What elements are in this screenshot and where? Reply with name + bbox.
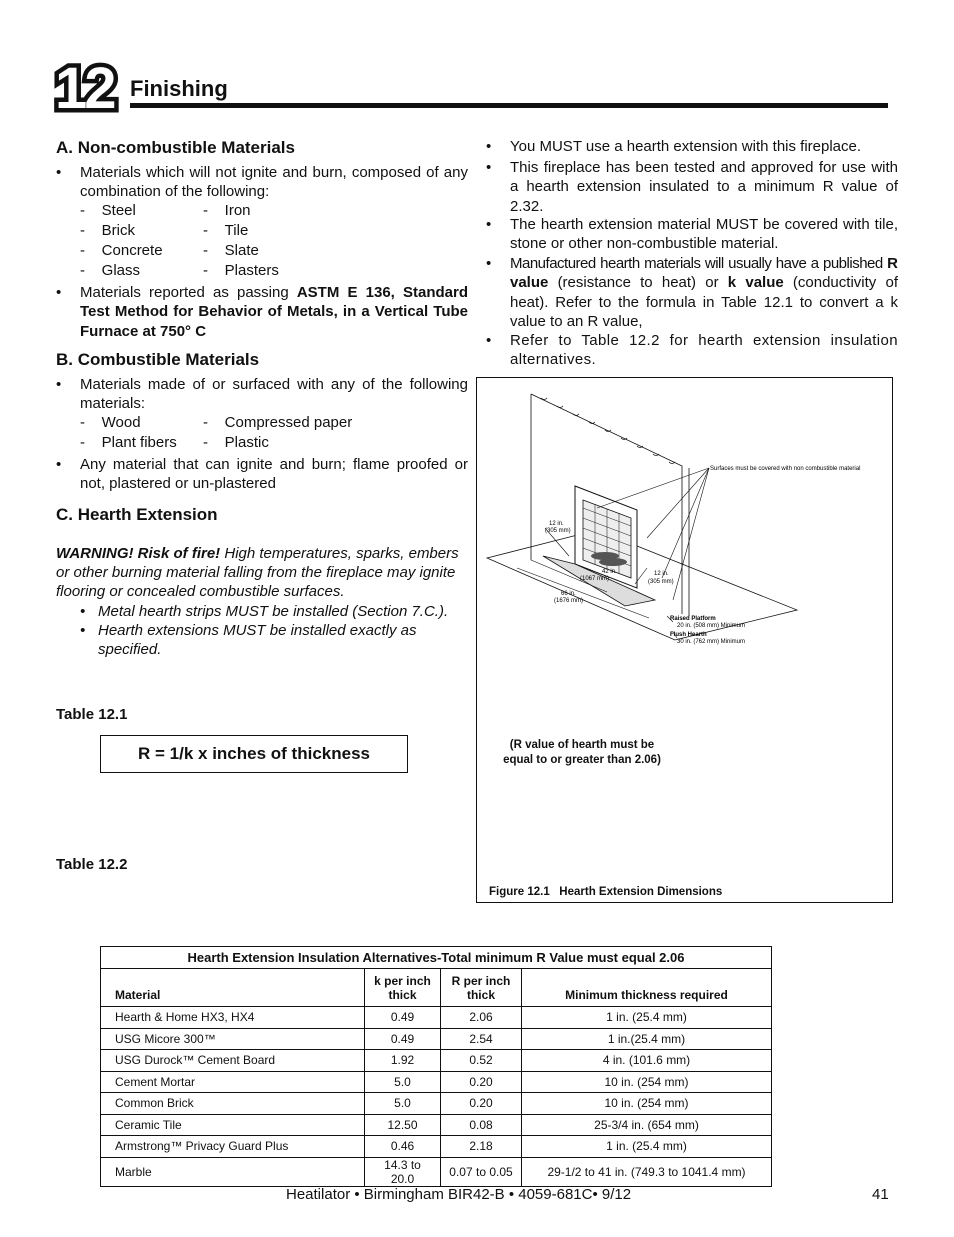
- material-cell: Marble: [101, 1157, 365, 1186]
- figure-12-1: [476, 377, 893, 903]
- thickness-cell: 1 in.(25.4 mm): [522, 1028, 772, 1050]
- k-cell: 0.49: [365, 1007, 441, 1029]
- header-rule: [130, 103, 888, 108]
- section-b-list-left: - Wood - Plant fibers: [80, 414, 177, 451]
- formula-box: [100, 735, 408, 773]
- r-cell: 0.08: [441, 1114, 522, 1136]
- insulation-table-caption: Hearth Extension Insulation Alternatives-Total minimum R Value must equal 2.06: [101, 947, 772, 969]
- k-cell: 0.46: [365, 1136, 441, 1158]
- r-cell: 2.18: [441, 1136, 522, 1158]
- section-b-list-right: - Compressed paper - Plastic: [203, 414, 353, 451]
- chapter-title: Finishing: [130, 76, 228, 101]
- dim-42-mm: (1067 mm): [580, 576, 610, 582]
- section-a-list-left: - Steel - Brick - Concrete - Glass: [80, 202, 163, 279]
- thickness-cell: 1 in. (25.4 mm): [522, 1007, 772, 1029]
- table-row: [101, 1114, 772, 1136]
- dim-12-right-mm: (305 mm): [648, 579, 674, 585]
- k-cell: 14.3 to 20.0: [365, 1157, 441, 1186]
- thickness-cell: 29-1/2 to 41 in. (749.3 to 1041.4 mm): [522, 1157, 772, 1186]
- table-12-1-label: Table 12.1: [56, 706, 128, 723]
- dim-12-left-mm: (305 mm): [545, 528, 571, 534]
- dim-66-mm: (1676 mm): [554, 598, 584, 604]
- table-row: [101, 1071, 772, 1093]
- k-cell: 5.0: [365, 1071, 441, 1093]
- material-cell: Ceramic Tile: [101, 1114, 365, 1136]
- hearth-diagram: [477, 378, 892, 902]
- insulation-table: [100, 946, 772, 1187]
- flush-hearth-dim: 30 in. (762 mm) Minimum: [677, 639, 746, 645]
- material-cell: USG Micore 300™: [101, 1028, 365, 1050]
- thickness-cell: 25-3/4 in. (654 mm): [522, 1114, 772, 1136]
- material-cell: USG Durock™ Cement Board: [101, 1050, 365, 1072]
- k-cell: 1.92: [365, 1050, 441, 1072]
- dim-12-right: 12 in.: [654, 571, 669, 577]
- floor-outline: [487, 530, 797, 640]
- section-a-list-right: - Iron - Tile - Slate - Plasters: [203, 202, 279, 279]
- thickness-cell: 10 in. (254 mm): [522, 1093, 772, 1115]
- table-12-2-label: Table 12.2: [56, 856, 128, 873]
- figure-caption: Figure 12.1 Hearth Extension Dimensions: [489, 886, 723, 898]
- k-cell: 5.0: [365, 1093, 441, 1115]
- chapter-number: 12: [55, 56, 114, 121]
- r-cell: 2.06: [441, 1007, 522, 1029]
- material-cell: Common Brick: [101, 1093, 365, 1115]
- table-row: [101, 1050, 772, 1072]
- header-k: k per inch thick: [365, 969, 441, 1007]
- footer-text: Heatilator • Birmingham BIR42-B • 4059-681C• 9/12: [286, 1186, 632, 1203]
- material-cell: Cement Mortar: [101, 1071, 365, 1093]
- material-cell: Armstrong™ Privacy Guard Plus: [101, 1136, 365, 1158]
- fire-warning: WARNING! Risk of fire! High temperatures, sparks, embers or other burning material falling from the fireplace may ignite flooring or concealed combustible surfaces.: [56, 545, 459, 600]
- thickness-cell: 1 in. (25.4 mm): [522, 1136, 772, 1158]
- table-row: [101, 1028, 772, 1050]
- k-cell: 12.50: [365, 1114, 441, 1136]
- section-a-heading: A. Non-combustible Materials: [56, 138, 295, 157]
- header-r: R per inch thick: [441, 969, 522, 1007]
- header-material: Material: [101, 969, 365, 1007]
- k-cell: 0.49: [365, 1028, 441, 1050]
- formula-text: R = 1/k x inches of thickness: [138, 744, 370, 763]
- table-row: [101, 1093, 772, 1115]
- thickness-cell: 10 in. (254 mm): [522, 1071, 772, 1093]
- material-cell: Hearth & Home HX3, HX4: [101, 1007, 365, 1029]
- section-b-heading: B. Combustible Materials: [56, 350, 260, 369]
- r-cell: 2.54: [441, 1028, 522, 1050]
- r-cell: 0.52: [441, 1050, 522, 1072]
- r-cell: 0.07 to 0.05: [441, 1157, 522, 1186]
- page-number: 41: [872, 1186, 889, 1203]
- warning-bullets: • Metal hearth strips MUST be installed (Section 7.C.). • Hearth extensions MUST be installed exactly as specified.: [80, 603, 449, 658]
- dim-12-left: 12 in.: [549, 521, 564, 527]
- table-row: [101, 1136, 772, 1158]
- header-thickness: Minimum thickness required: [522, 969, 772, 1007]
- r-cell: 0.20: [441, 1093, 522, 1115]
- flush-hearth-label: Flush Hearth: [670, 632, 707, 638]
- r-cell: 0.20: [441, 1071, 522, 1093]
- thickness-cell: 4 in. (101.6 mm): [522, 1050, 772, 1072]
- surfaces-label: Surfaces must be covered with non combustible material: [710, 466, 861, 472]
- raised-platform-label: Raised Platform: [670, 616, 716, 622]
- section-c-heading: C. Hearth Extension: [56, 505, 218, 524]
- dim-66: 66 in.: [561, 591, 576, 597]
- raised-platform-dim: 20 in. (508 mm) Minimum: [677, 623, 746, 629]
- table-row: [101, 1157, 772, 1186]
- r-value-note: (R value of hearth must be equal to or greater than 2.06): [503, 739, 661, 766]
- table-row: [101, 1007, 772, 1029]
- dim-42: 42 in.: [602, 569, 617, 575]
